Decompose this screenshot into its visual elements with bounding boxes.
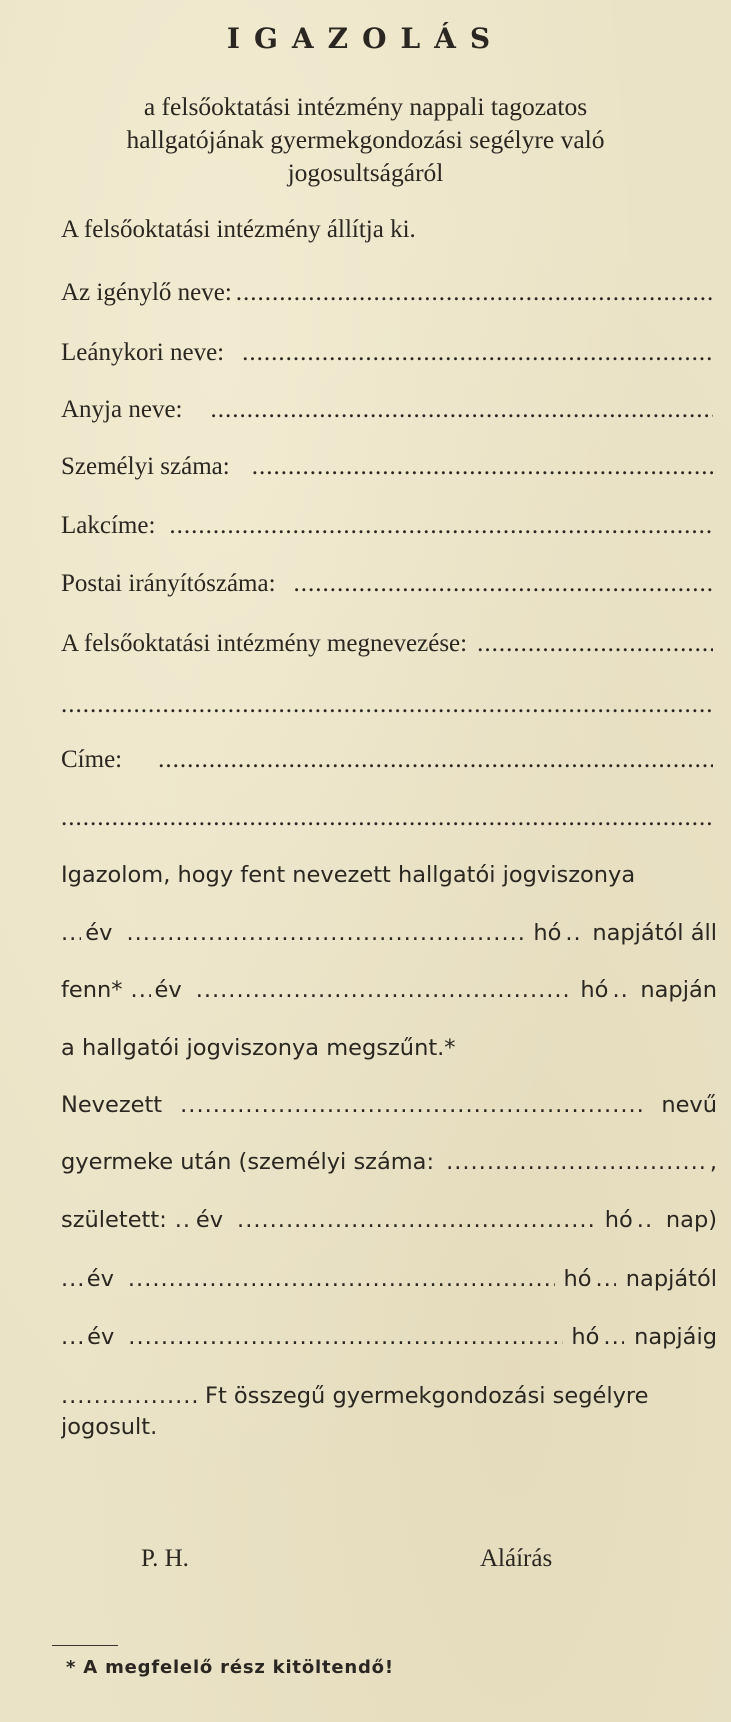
- field-institution-name-blank-2[interactable]: [61, 688, 713, 722]
- birth-month-blank[interactable]: [237, 1203, 597, 1237]
- field-name-label: Az igénylő neve:: [61, 279, 232, 306]
- field-maiden-name-label: Leánykori neve:: [61, 339, 225, 366]
- field-address[interactable]: [61, 509, 717, 543]
- benefit-start-day-blank[interactable]: [595, 1262, 615, 1296]
- field-postal-code-label: Postai irányítószáma:: [61, 570, 276, 597]
- gyermeke-utan-label: gyermeke után (személyi száma:: [61, 1149, 435, 1175]
- footnote: * A megfelelő rész kitöltendő!: [66, 1657, 394, 1678]
- field-name[interactable]: [61, 276, 717, 310]
- napjatol-all-label: napjától áll: [592, 920, 717, 946]
- subtitle-line-2: hallgatójának gyermekgondozási segélyre való: [126, 125, 605, 154]
- ev-label: év: [85, 920, 113, 946]
- end-month-blank[interactable]: [196, 973, 573, 1007]
- ho-label-5: hó: [571, 1324, 600, 1350]
- field-institution-name[interactable]: [61, 627, 717, 661]
- footnote-rule: [52, 1645, 118, 1646]
- ho-label-2: hó: [580, 977, 609, 1003]
- benefit-start-year-blank[interactable]: [61, 1262, 83, 1296]
- certification-line-8[interactable]: [61, 1262, 717, 1296]
- ev-label-5: év: [87, 1324, 115, 1350]
- start-day-blank[interactable]: [565, 916, 584, 950]
- certification-line-5[interactable]: [61, 1088, 717, 1122]
- amount-blank[interactable]: [61, 1379, 197, 1413]
- comma-label: ,: [709, 1149, 717, 1175]
- intro-text: A felsőoktatási intézmény állítja ki.: [61, 216, 416, 243]
- nap-close-label: nap): [665, 1207, 717, 1233]
- subtitle-line-3: jogosultságáról: [287, 158, 444, 187]
- field-mother-name-blank[interactable]: [210, 393, 713, 427]
- field-institution-address-blank[interactable]: [158, 743, 713, 777]
- field-maiden-name[interactable]: [61, 336, 717, 370]
- benefit-end-day-blank[interactable]: [603, 1320, 624, 1354]
- field-mother-name[interactable]: [61, 393, 717, 427]
- field-name-blank[interactable]: [236, 276, 713, 310]
- certification-line-2[interactable]: [61, 916, 717, 950]
- start-month-blank[interactable]: [126, 916, 525, 950]
- start-year-blank[interactable]: [61, 916, 81, 950]
- field-personal-number[interactable]: [61, 450, 717, 484]
- document-title: IGAZOLÁS: [226, 22, 505, 55]
- field-institution-name-label: A felsőoktatási intézmény megnevezése:: [61, 630, 468, 657]
- ho-label-4: hó: [563, 1266, 592, 1292]
- field-postal-code-blank[interactable]: [294, 567, 713, 601]
- nevezett-label: Nevezett: [61, 1092, 163, 1118]
- certification-line-9[interactable]: [61, 1320, 717, 1354]
- fenn-label: fenn*: [61, 977, 123, 1003]
- certification-line-7[interactable]: [61, 1203, 717, 1237]
- ft-osszegu-label: Ft összegű gyermekgondozási segélyre: [205, 1383, 649, 1409]
- document-subtitle: [60, 90, 671, 189]
- szuletett-label: született:: [61, 1207, 167, 1233]
- certification-line-11: jogosult.: [61, 1414, 158, 1440]
- field-address-blank[interactable]: [169, 509, 713, 543]
- nevu-label: nevű: [661, 1092, 717, 1118]
- field-postal-code[interactable]: [61, 567, 717, 601]
- child-personal-number-blank[interactable]: [446, 1145, 706, 1179]
- napjatol-label: napjától: [625, 1266, 717, 1292]
- ev-label-3: év: [195, 1207, 224, 1233]
- child-name-blank[interactable]: [180, 1088, 647, 1122]
- benefit-end-month-blank[interactable]: [128, 1320, 563, 1354]
- napjaig-label: napjáig: [634, 1324, 717, 1350]
- ho-label-3: hó: [604, 1207, 633, 1233]
- field-institution-name-cont[interactable]: [61, 688, 717, 722]
- stamp-label: P. H.: [141, 1545, 189, 1572]
- field-institution-address[interactable]: [61, 743, 717, 777]
- field-institution-name-blank[interactable]: [477, 627, 713, 661]
- field-institution-address-blank-2[interactable]: [61, 801, 713, 835]
- field-personal-number-blank[interactable]: [252, 450, 713, 484]
- end-year-blank[interactable]: [131, 973, 151, 1007]
- certification-line-1: Igazolom, hogy fent nevezett hallgatói jogviszonya: [61, 862, 636, 888]
- signature-label: Aláírás: [480, 1545, 553, 1572]
- field-personal-number-label: Személyi száma:: [61, 453, 230, 480]
- certification-line-4: a hallgatói jogviszonya megszűnt.*: [61, 1035, 456, 1061]
- birth-year-blank[interactable]: [175, 1203, 192, 1237]
- certification-line-3[interactable]: [61, 973, 717, 1007]
- certification-line-10[interactable]: [61, 1379, 717, 1413]
- birth-day-blank[interactable]: [637, 1203, 654, 1237]
- certification-line-6[interactable]: [61, 1145, 717, 1179]
- field-address-label: Lakcíme:: [61, 512, 156, 539]
- napjan-label: napján: [640, 977, 717, 1003]
- ev-label-2: év: [154, 977, 182, 1003]
- end-day-blank[interactable]: [612, 973, 630, 1007]
- subtitle-line-1: a felsőoktatási intézmény nappali tagozatos: [143, 92, 588, 121]
- ev-label-4: év: [86, 1266, 114, 1292]
- field-institution-address-cont[interactable]: [61, 801, 717, 835]
- field-maiden-name-blank[interactable]: [242, 336, 713, 370]
- field-institution-address-label: Címe:: [61, 746, 123, 773]
- ho-label: hó: [533, 920, 562, 946]
- benefit-start-month-blank[interactable]: [128, 1262, 556, 1296]
- benefit-end-year-blank[interactable]: [61, 1320, 83, 1354]
- field-mother-name-label: Anyja neve:: [61, 396, 183, 423]
